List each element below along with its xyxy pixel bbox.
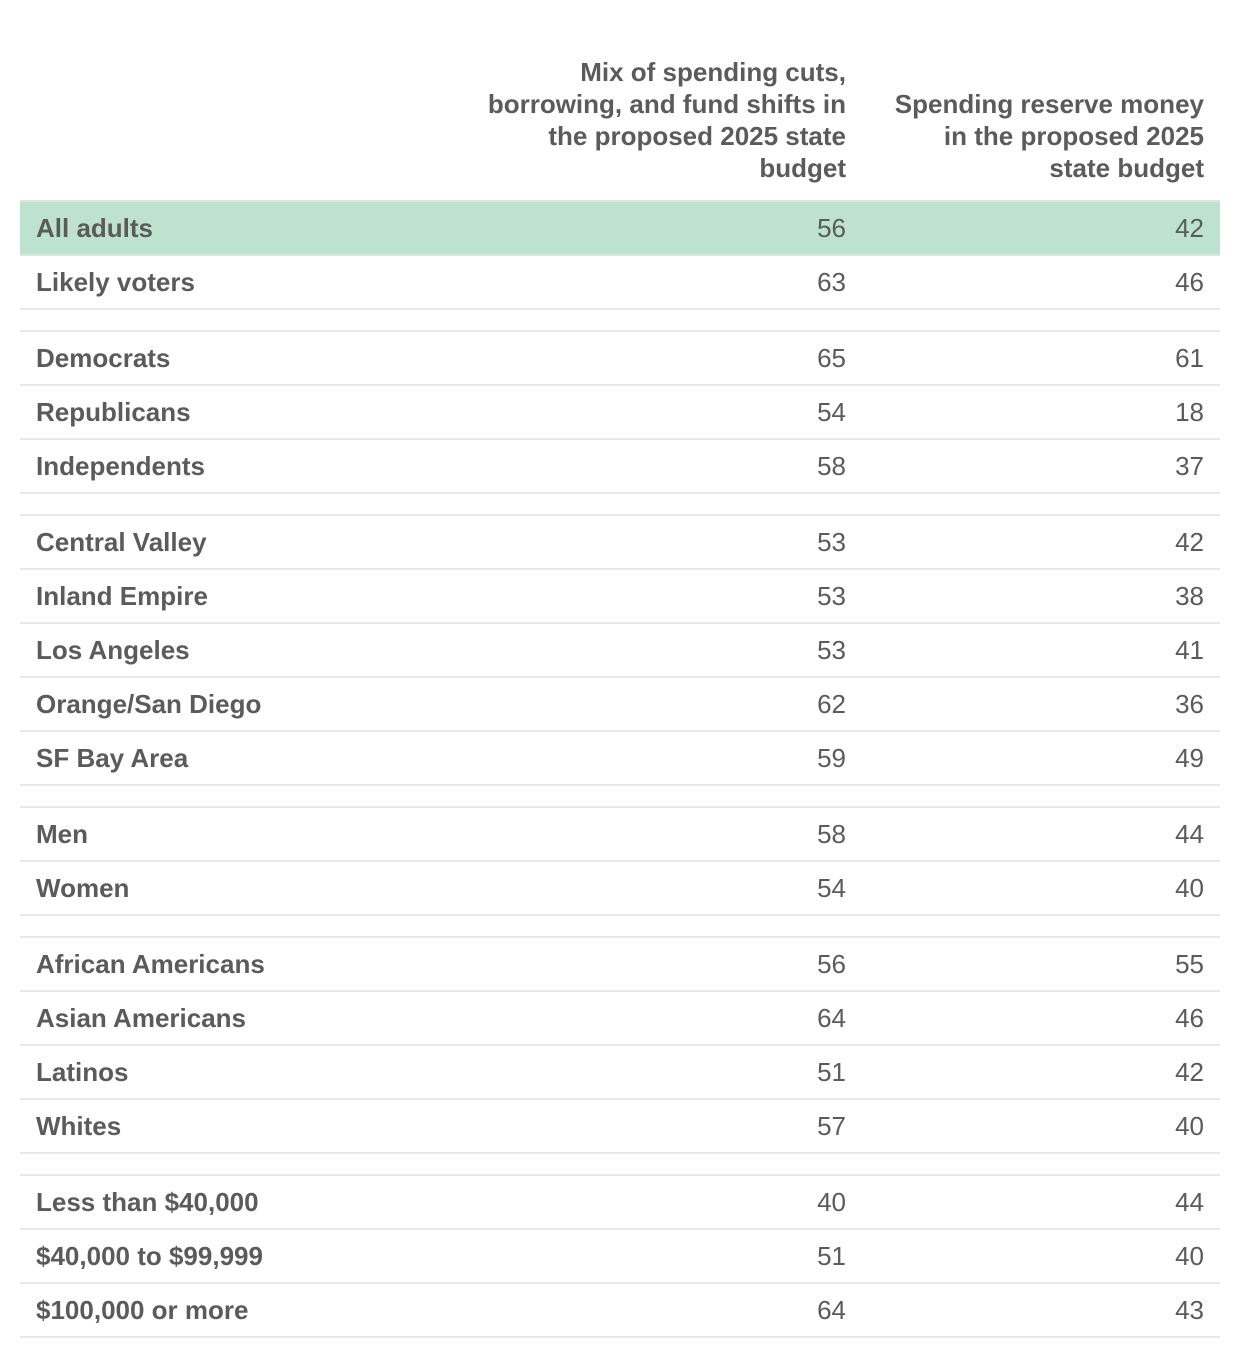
value-mix: 58 [817, 819, 846, 849]
row-label: Men [36, 819, 88, 849]
value-reserve: 61 [1175, 343, 1204, 373]
table-row [20, 1046, 1220, 1100]
table-row [20, 938, 1220, 992]
table-row [20, 1100, 1220, 1154]
value-reserve: 43 [1175, 1295, 1204, 1325]
value-reserve: 40 [1175, 1111, 1204, 1141]
table-row [20, 386, 1220, 440]
value-mix: 51 [817, 1057, 846, 1087]
table-row [20, 732, 1220, 786]
value-mix: 56 [817, 949, 846, 979]
value-reserve: 36 [1175, 689, 1204, 719]
group-spacer [20, 1154, 1220, 1176]
table-row [20, 808, 1220, 862]
row-label: Less than $40,000 [36, 1187, 259, 1217]
row-label: All adults [36, 213, 154, 243]
table-row [20, 624, 1220, 678]
table-row [20, 440, 1220, 494]
table-row [20, 516, 1220, 570]
value-mix: 64 [817, 1003, 846, 1033]
table-row [20, 202, 1220, 256]
group-spacer [20, 786, 1220, 808]
value-mix: 56 [817, 213, 846, 243]
row-label: Likely voters [36, 267, 195, 297]
value-mix: 51 [817, 1241, 846, 1271]
value-reserve: 40 [1175, 1241, 1204, 1271]
group-spacer [20, 310, 1220, 332]
row-label: Latinos [36, 1057, 129, 1087]
column-header-reserve: Spending reserve money in the proposed 2025 state budget [894, 89, 1204, 183]
row-label: Asian Americans [36, 1003, 247, 1033]
row-label: Orange/San Diego [36, 689, 262, 719]
table-row [20, 256, 1220, 310]
group-spacer [20, 494, 1220, 516]
value-reserve: 38 [1175, 581, 1204, 611]
value-mix: 64 [817, 1295, 846, 1325]
value-reserve: 46 [1175, 1003, 1204, 1033]
value-mix: 58 [817, 451, 846, 481]
row-label: Los Angeles [36, 635, 190, 665]
value-reserve: 42 [1175, 527, 1204, 557]
table-row [20, 992, 1220, 1046]
column-header-mix: Mix of spending cuts, borrowing, and fund shifts in the proposed 2025 state budget [487, 57, 846, 183]
row-label: $100,000 or more [36, 1295, 249, 1325]
value-mix: 40 [817, 1187, 846, 1217]
row-label: Democrats [36, 343, 171, 373]
row-label: Central Valley [36, 527, 207, 557]
value-reserve: 46 [1175, 267, 1204, 297]
value-mix: 63 [817, 267, 846, 297]
value-reserve: 55 [1175, 949, 1204, 979]
value-mix: 53 [817, 581, 846, 611]
value-reserve: 44 [1175, 819, 1204, 849]
table-row [20, 332, 1220, 386]
value-mix: 53 [817, 635, 846, 665]
value-reserve: 18 [1175, 397, 1204, 427]
row-label: $40,000 to $99,999 [36, 1241, 263, 1271]
table-header [20, 0, 1220, 202]
data-table [20, 0, 1220, 1338]
group-spacer [20, 916, 1220, 938]
row-label: African Americans [36, 949, 265, 979]
value-mix: 65 [817, 343, 846, 373]
row-label: Whites [36, 1111, 122, 1141]
table-row [20, 678, 1220, 732]
table-row [20, 1284, 1220, 1338]
value-reserve: 44 [1175, 1187, 1204, 1217]
value-reserve: 42 [1175, 1057, 1204, 1087]
value-mix: 54 [817, 397, 846, 427]
row-label: Republicans [36, 397, 191, 427]
value-reserve: 42 [1175, 213, 1204, 243]
value-mix: 54 [817, 873, 846, 903]
value-mix: 53 [817, 527, 846, 557]
table-row [20, 570, 1220, 624]
row-label: Inland Empire [36, 581, 208, 611]
row-label: SF Bay Area [36, 743, 189, 773]
row-label: Independents [36, 451, 206, 481]
value-reserve: 41 [1175, 635, 1204, 665]
value-mix: 62 [817, 689, 846, 719]
value-mix: 59 [817, 743, 846, 773]
value-mix: 57 [817, 1111, 846, 1141]
value-reserve: 40 [1175, 873, 1204, 903]
table-body [20, 202, 1220, 1338]
value-reserve: 49 [1175, 743, 1204, 773]
value-reserve: 37 [1175, 451, 1204, 481]
table-row [20, 862, 1220, 916]
row-label: Women [36, 873, 130, 903]
table-row [20, 1230, 1220, 1284]
table-row [20, 1176, 1220, 1230]
